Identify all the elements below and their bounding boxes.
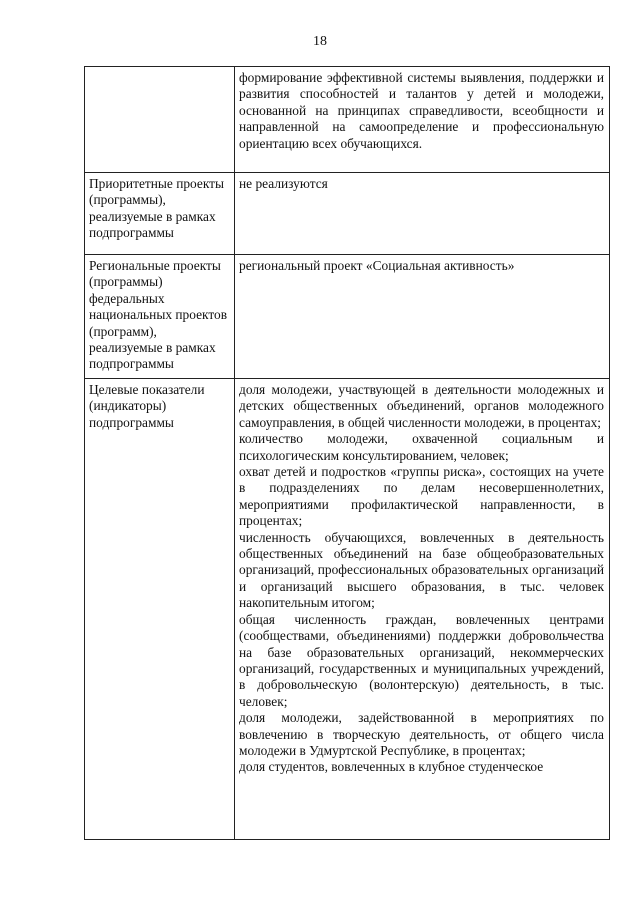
value-cell [235,255,610,379]
value-cell [235,173,610,255]
value-paragraph: региональный проект «Социальная активность» [239,258,515,273]
value-paragraph: количество молодежи, охваченной социальным и психологическим консультированием, человек; [239,431,604,463]
table-row [85,67,610,173]
value-paragraph: численность обучающихся, вовлеченных в деятельность общественных объединений на базе общеобразовательных организаций, профессиональных образовательных организаций и организаций высшего образования, в тыс. человек накопительным итогом; [239,529,604,611]
value-paragraph: доля студентов, вовлеченных в клубное студенческое [239,759,544,775]
value-paragraph: общая численность граждан, вовлеченных центрами (сообществами, объединениями) поддержки добровольчества на базе образовательных организаций, некоммерческих организаций, государственных и муниципальных учреждений, в добровольческую (волонтерскую) деятельность, в тыс. человек; [239,611,604,709]
table-row [85,255,610,379]
table-row [85,379,610,840]
label-cell [85,67,235,173]
value-paragraph: не реализуются [239,176,328,191]
value-paragraph: доля молодежи, задействованной в мероприятиях по вовлечению в творческую деятельность, от общего числа молодежи в Удмуртской Республике, в процентах; [239,710,604,758]
label-cell [85,255,235,379]
row-label: Региональные проекты (программы) федеральных национальных проектов (программ), реализуемые в рамках подпрограммы [89,258,228,372]
page-number: 18 [313,34,327,49]
label-cell [85,173,235,255]
value-cell [235,379,610,840]
row-label: Целевые показатели (индикаторы) подпрограммы [89,382,205,430]
value-paragraph: формирование эффективной системы выявления, поддержки и развития способностей и талантов у детей и молодежи, основанной на принципах справедливости, всеобщности и направленной на самоопределение и профессиональную ориентацию всех обучающихся. [239,70,604,151]
table-row [85,173,610,255]
value-cell [235,67,610,173]
row-label: Приоритетные проекты (программы), реализуемые в рамках подпрограммы [89,176,225,241]
label-cell [85,379,235,840]
value-paragraph: охват детей и подростков «группы риска», состоящих на учете в подразделениях по делам несовершеннолетних, мероприятиями профилактической направленности, в процентах; [239,464,604,529]
subprogram-passport-table [84,66,610,840]
value-paragraph: доля молодежи, участвующей в деятельности молодежных и детских общественных объединений, органов молодежного самоуправления, в общей численности молодежи, в процентах; [239,382,604,430]
